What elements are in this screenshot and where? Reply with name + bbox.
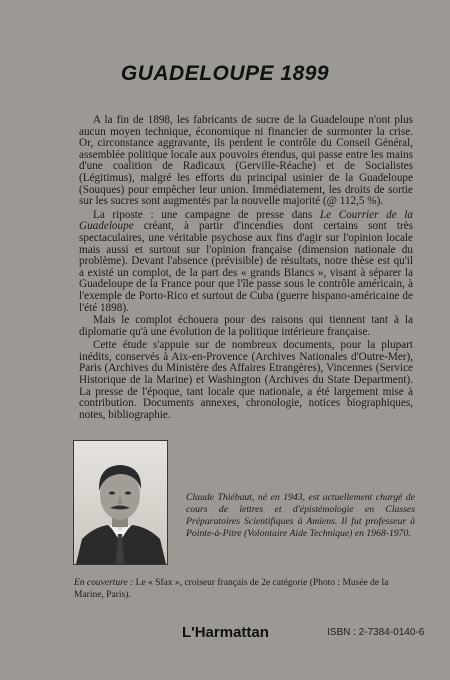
paragraph-2 — [79, 210, 413, 314]
cover-credit-label: En couverture : — [74, 578, 134, 588]
newspaper-title: Le Courrier de la Guadeloupe — [79, 208, 413, 233]
paragraph-1: A la fin de 1898, les fabricants de sucre de la Guadeloupe n'ont plus aucun moyen technique, économique ni financier de surmonter la crise. Or, circonstance aggravante, ils perdent le contrôle du Conseil Général, assemblée politique locale aux pouvoirs étendus, qui passe entre les mains d'une coalition de Radicaux (Gerville-Réache) et de Socialistes (Légitimus), malgré les efforts du principal usinier de la Guadeloupe (Souques) pour empêcher leur union. Immédiatement, les droits de sortie sur les sucres sont augmentés par la nouvelle majorité (@ 112,5 %). — [79, 114, 413, 208]
book-title: GUADELOUPE 1899 — [120, 62, 330, 85]
cover-credit-text: Le « Sfax », croiseur français de 2e catégorie (Photo : Musée de la Marine, Paris). — [74, 578, 389, 600]
paragraph-3: Mais le complot échouera pour des raisons qui tiennent tant à la diplomatie qu'à une évolution de la politique intérieure française. — [79, 314, 413, 338]
summary-text — [79, 115, 413, 422]
paragraph-2-end: créant, à partir d'incendies dont certains sont très spectaculaires, une véritable psychose aux fins d'agir sur l'opinion locale mais aussi et surtout sur l'opinion française (dimension nationale du problème). Devant l'absence (prévisible) de résultats, notre thèse est qu'il a existé un complot, de la part des « grands Blancs », visant à séparer la Guadeloupe de la France pour que l'île passe sous le contrôle américain, à l'exemple de Porto-Rico et surtout de Cuba (guerre hispano-américaine de l'été 1898). — [79, 220, 413, 314]
cover-credit — [74, 577, 417, 601]
author-photo — [73, 440, 168, 565]
author-portrait-icon — [74, 441, 167, 564]
publisher-logo: L'Harmattan — [182, 624, 269, 641]
author-biography: Claude Thiébaut, né en 1943, est actuellement chargé de cours de lettres et d'épistémologie en Classes Préparatoires Scientifiques à Amiens. Il fut professeur à Pointe-à-Pitre (Volontaire Aide Technique) en 1968-1970. — [186, 492, 415, 539]
paragraph-4: Cette étude s'appuie sur de nombreux documents, pour la plupart inédits, conservés à Aix-en-Provence (Archives Nationales d'Outre-Mer), Paris (Archives du Ministère des Affaires Etrangères), Vincennes (Service Historique de la Marine) et Washington (Archives du State Department). La presse de l'époque, tant locale que nationale, a été largement mise à contribution. Documents annexes, chronologie, notices biographiques, notes, bibliographie. — [79, 339, 413, 421]
isbn-number: ISBN : 2-7384-0140-6 — [327, 627, 425, 638]
paragraph-2-start: La riposte : une campagne de presse dans — [93, 208, 320, 221]
